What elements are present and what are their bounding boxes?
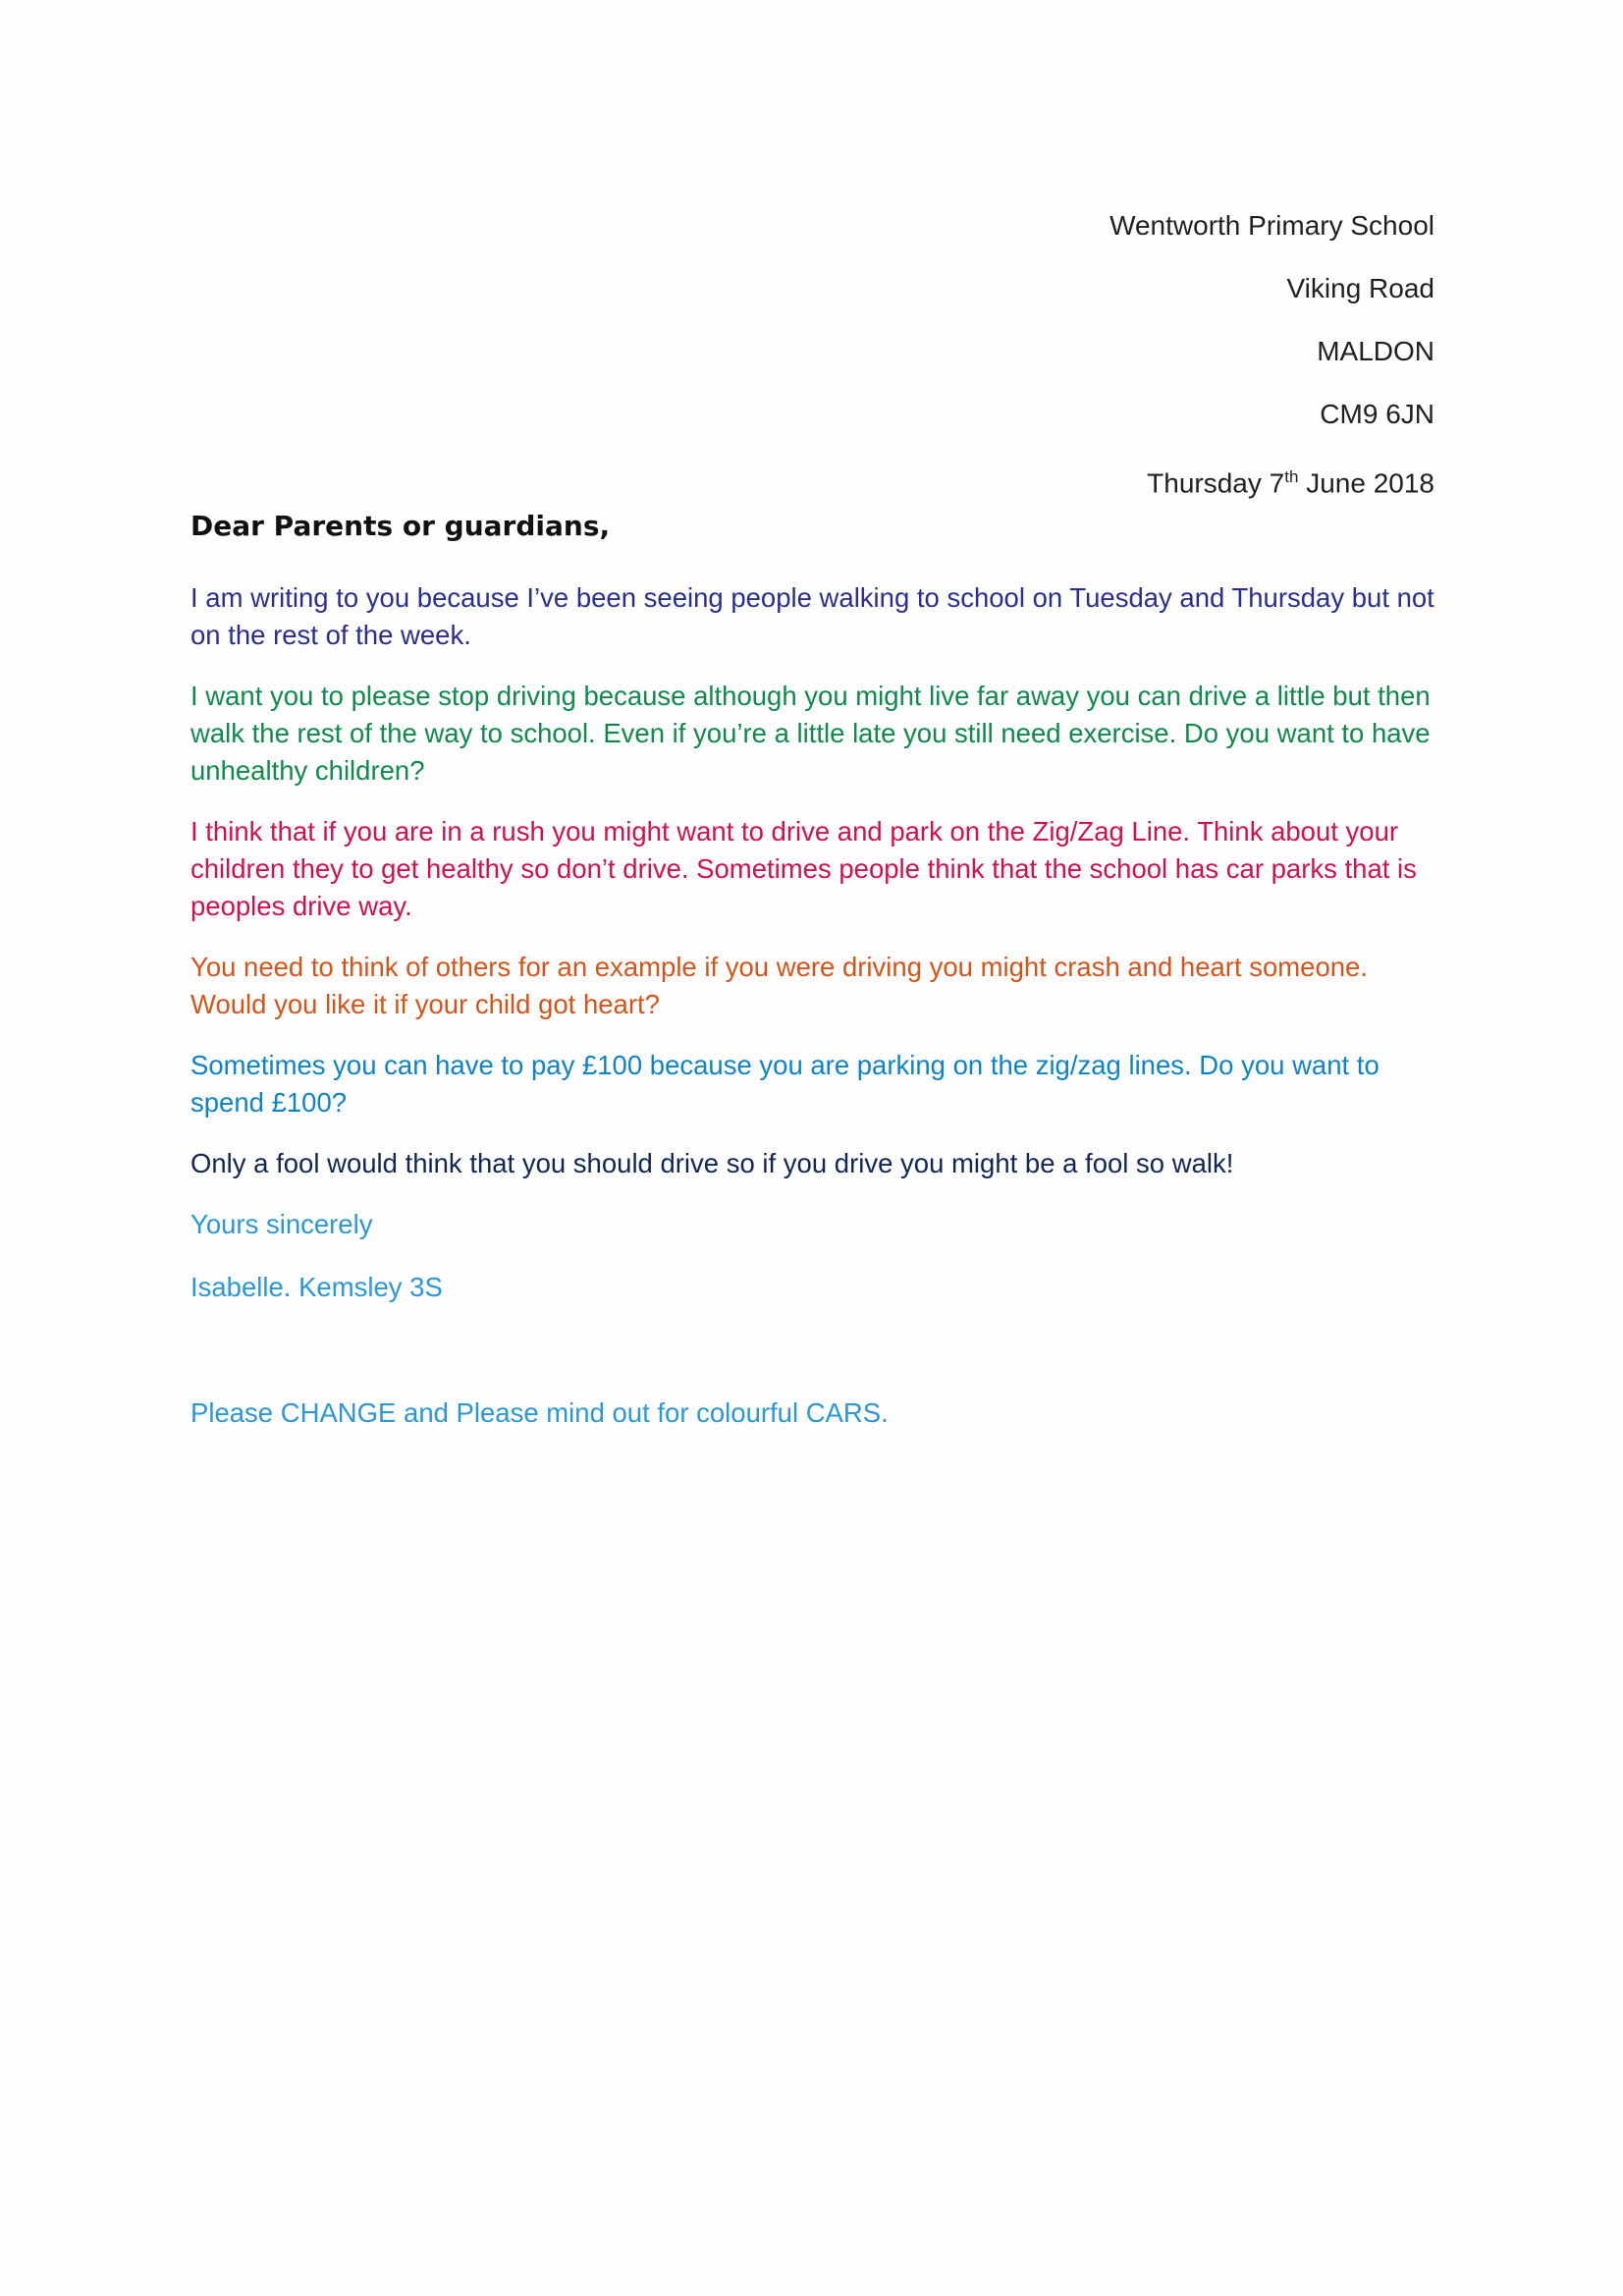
postscript: Please CHANGE and Please mind out for colourful CARS. [190,1397,889,1428]
paragraph-5: Sometimes you can have to pay £100 because you are parking on the zig/zag lines. Do you want to spend £100? [190,1050,1380,1118]
letter-body [190,507,1437,1459]
town: MALDON [1317,336,1434,366]
salutation: Dear Parents or guardians, [190,510,611,542]
school-name: Wentworth Primary School [1109,210,1434,241]
letter-date [747,446,1434,515]
address-block [747,194,1434,515]
street-address: Viking Road [1286,273,1434,303]
paragraph-2: I want you to please stop driving because although you might live far away you can drive a little but then walk the rest of the way to school. Even if you’re a little late you still need exercise. Do you want to have unhealthy children? [190,681,1431,786]
paragraph-1: I am writing to you because I’ve been seeing people walking to school on Tuesday and Thursday but not on the rest of the week. [190,582,1434,650]
signature: Isabelle. Kemsley 3S [190,1272,443,1302]
paragraph-4: You need to think of others for an example if you were driving you might crash and heart someone. Would you like it if your child got heart? [190,952,1368,1019]
date-rest: June 2018 [1298,467,1434,499]
closing: Yours sincerely [190,1209,373,1239]
date-ordinal: th [1284,467,1299,486]
paragraph-6: Only a fool would think that you should drive so if you drive you might be a fool so walk! [190,1148,1234,1178]
date-prefix: Thursday 7 [1147,467,1285,499]
paragraph-3: I think that if you are in a rush you might want to drive and park on the Zig/Zag Line. Think about your children they to get healthy so don’t drive. Sometimes people think that the school has car parks that is peoples drive way. [190,816,1417,921]
postcode: CM9 6JN [1320,399,1434,429]
